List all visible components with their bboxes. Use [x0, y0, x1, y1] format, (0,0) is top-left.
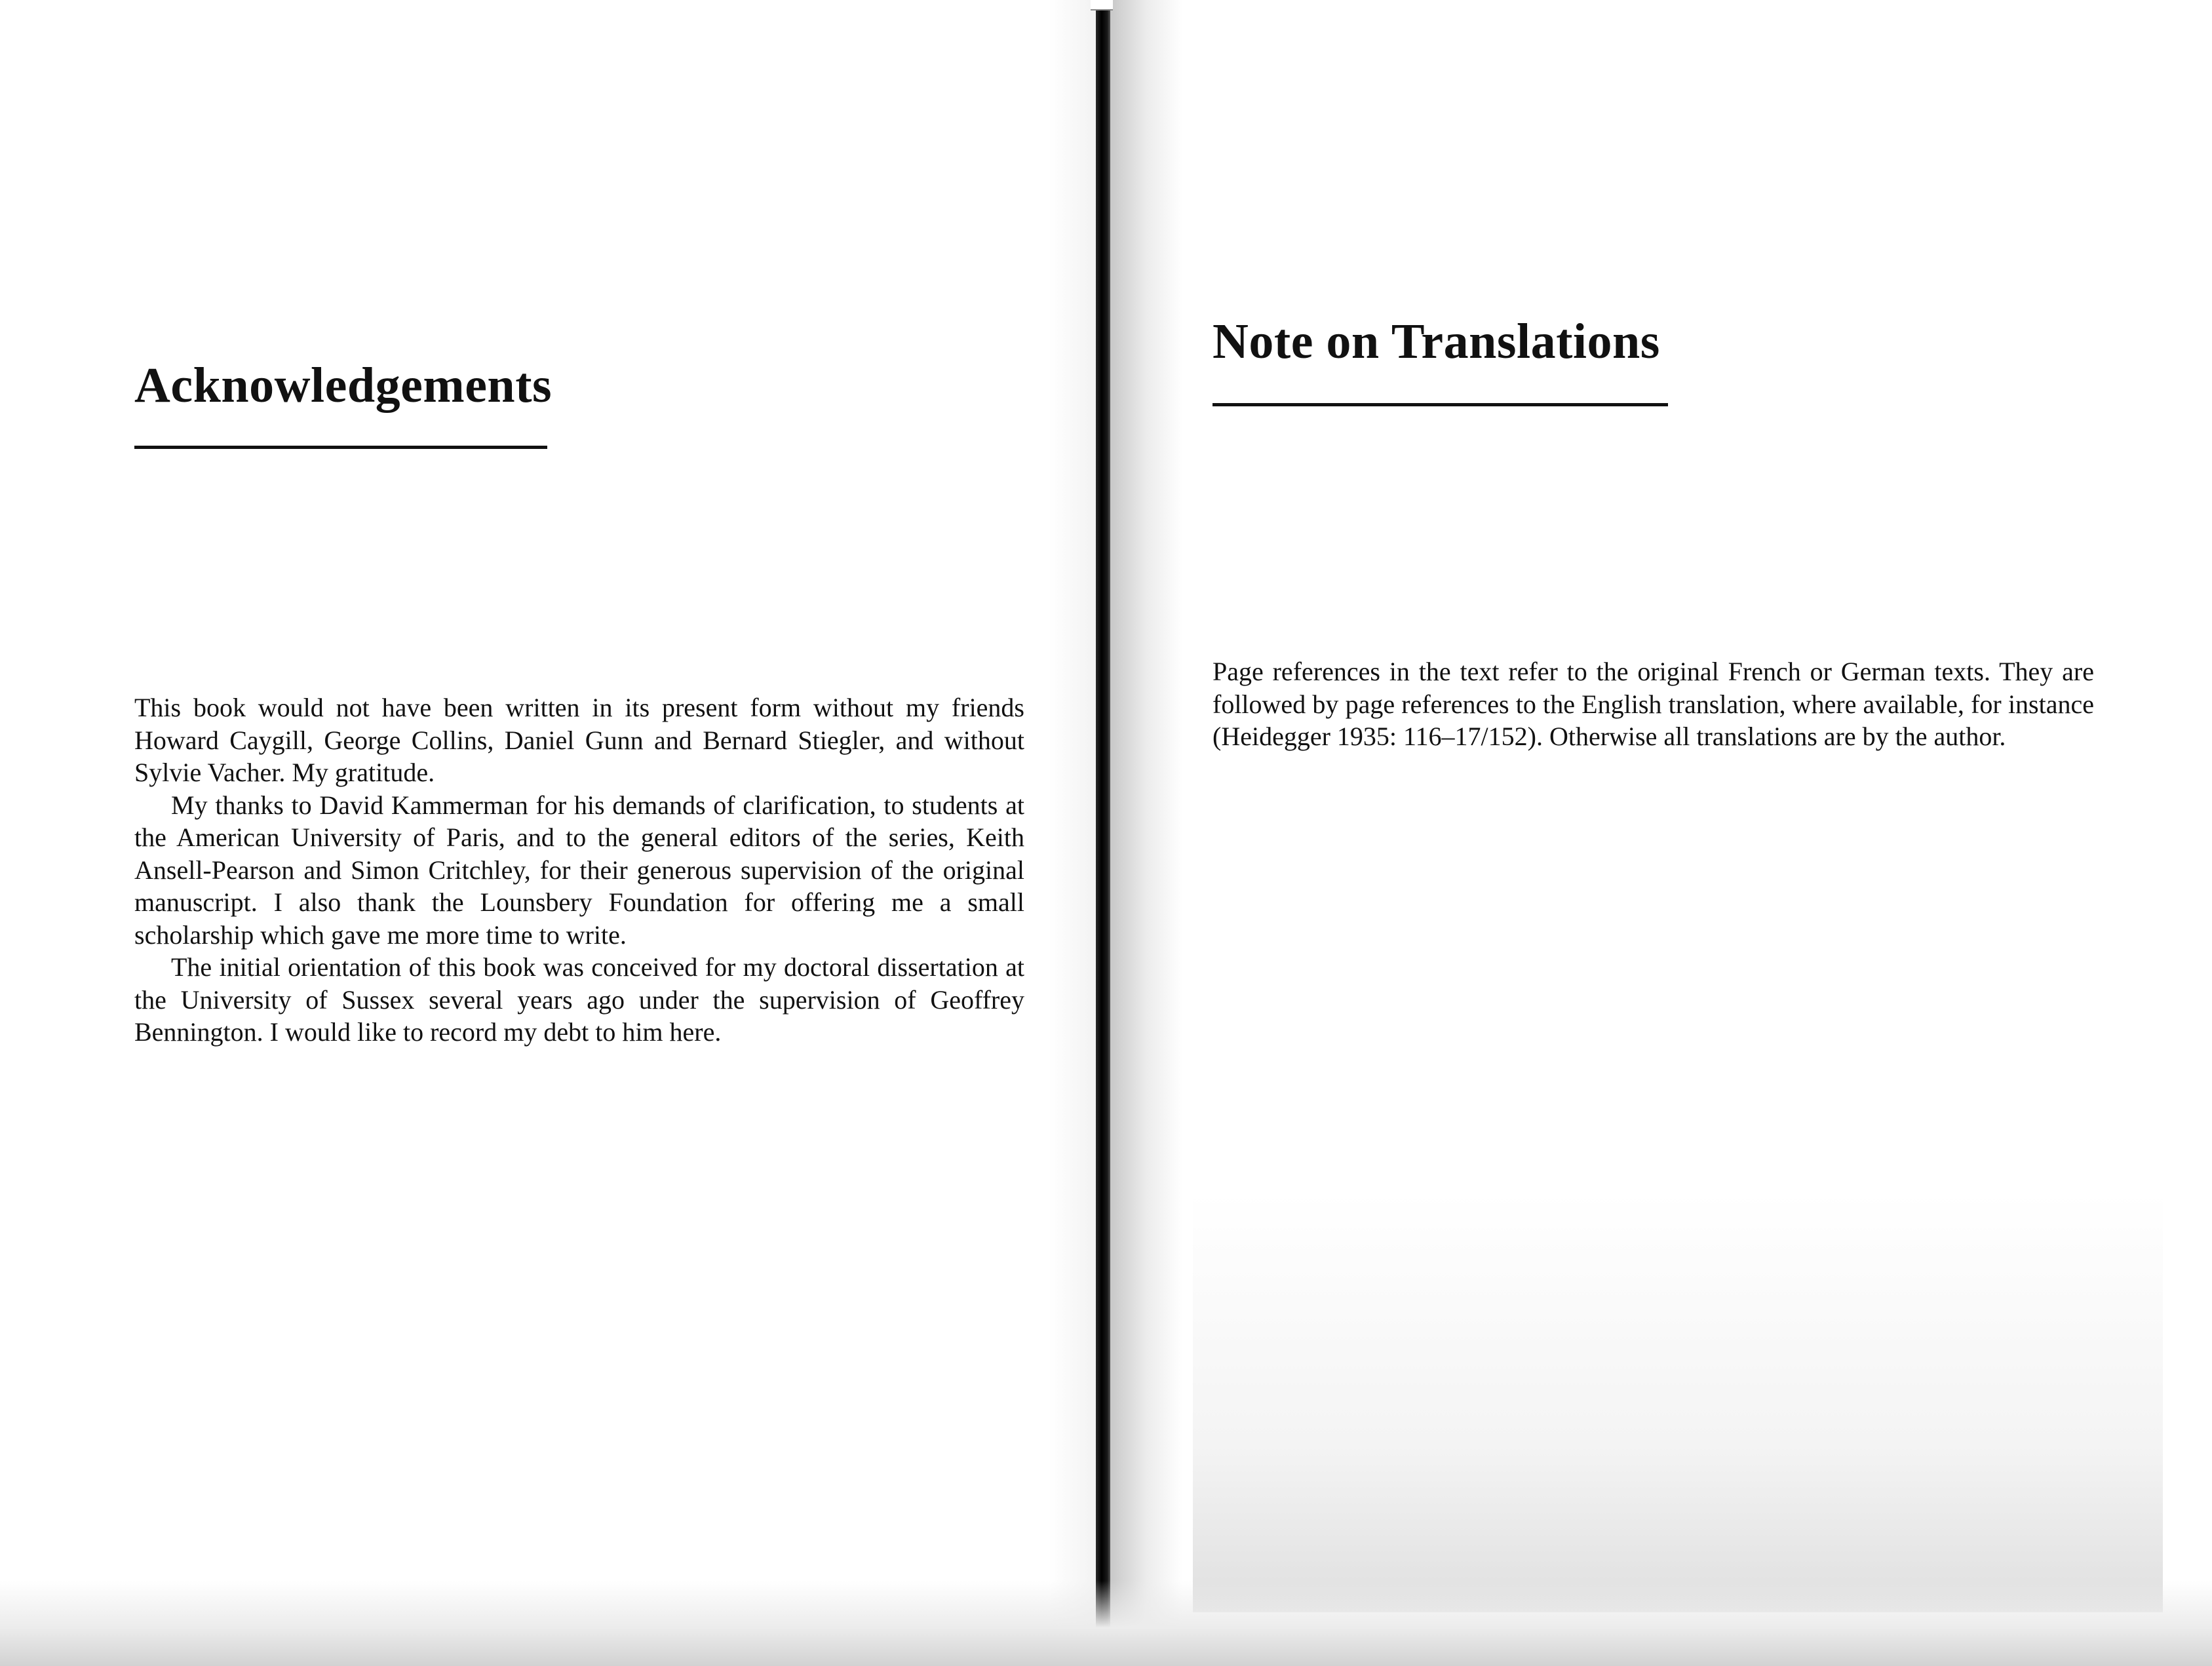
body-text [134, 691, 1024, 1049]
paragraph: This book would not have been written in its present form without my friends Howard Caygill, George Collins, Daniel Gunn and Bernard Stiegler, and without Sylvie Vacher. My gratitude. [134, 693, 1024, 787]
paragraph: The initial orientation of this book was conceived for my doctoral dissertation at the University of Sussex several years ago under the supervision of Geoffrey Bennington. I would like to record my debt to him here. [134, 952, 1024, 1047]
book-spine [1096, 0, 1110, 1666]
bottom-edge-shade [0, 1581, 2212, 1666]
paragraph: Page references in the text refer to the original French or German texts. They are followed by page references to the English translation, where available, for instance (Heidegger 1935: 116–17/152). Otherwise all translations are by the author. [1213, 657, 2094, 751]
bleed-through-fade [1193, 1193, 2163, 1612]
title-rule [1213, 403, 1668, 406]
page-title: Note on Translations [1213, 314, 1660, 369]
spine-cap [1091, 0, 1113, 10]
body-text [1213, 655, 2094, 753]
title-rule [134, 446, 547, 449]
right-page-shadow [1110, 0, 1182, 1666]
paragraph: My thanks to David Kammerman for his demands of clarification, to students at the American University of Paris, and to the general editors of the series, Keith Ansell-Pearson and Simon Critchley, for their generous supervision of the original manuscript. I also thank the Lounsbery Foundation for offering me a small scholarship which gave me more time to write. [134, 790, 1024, 950]
page-title: Acknowledgements [134, 358, 553, 413]
